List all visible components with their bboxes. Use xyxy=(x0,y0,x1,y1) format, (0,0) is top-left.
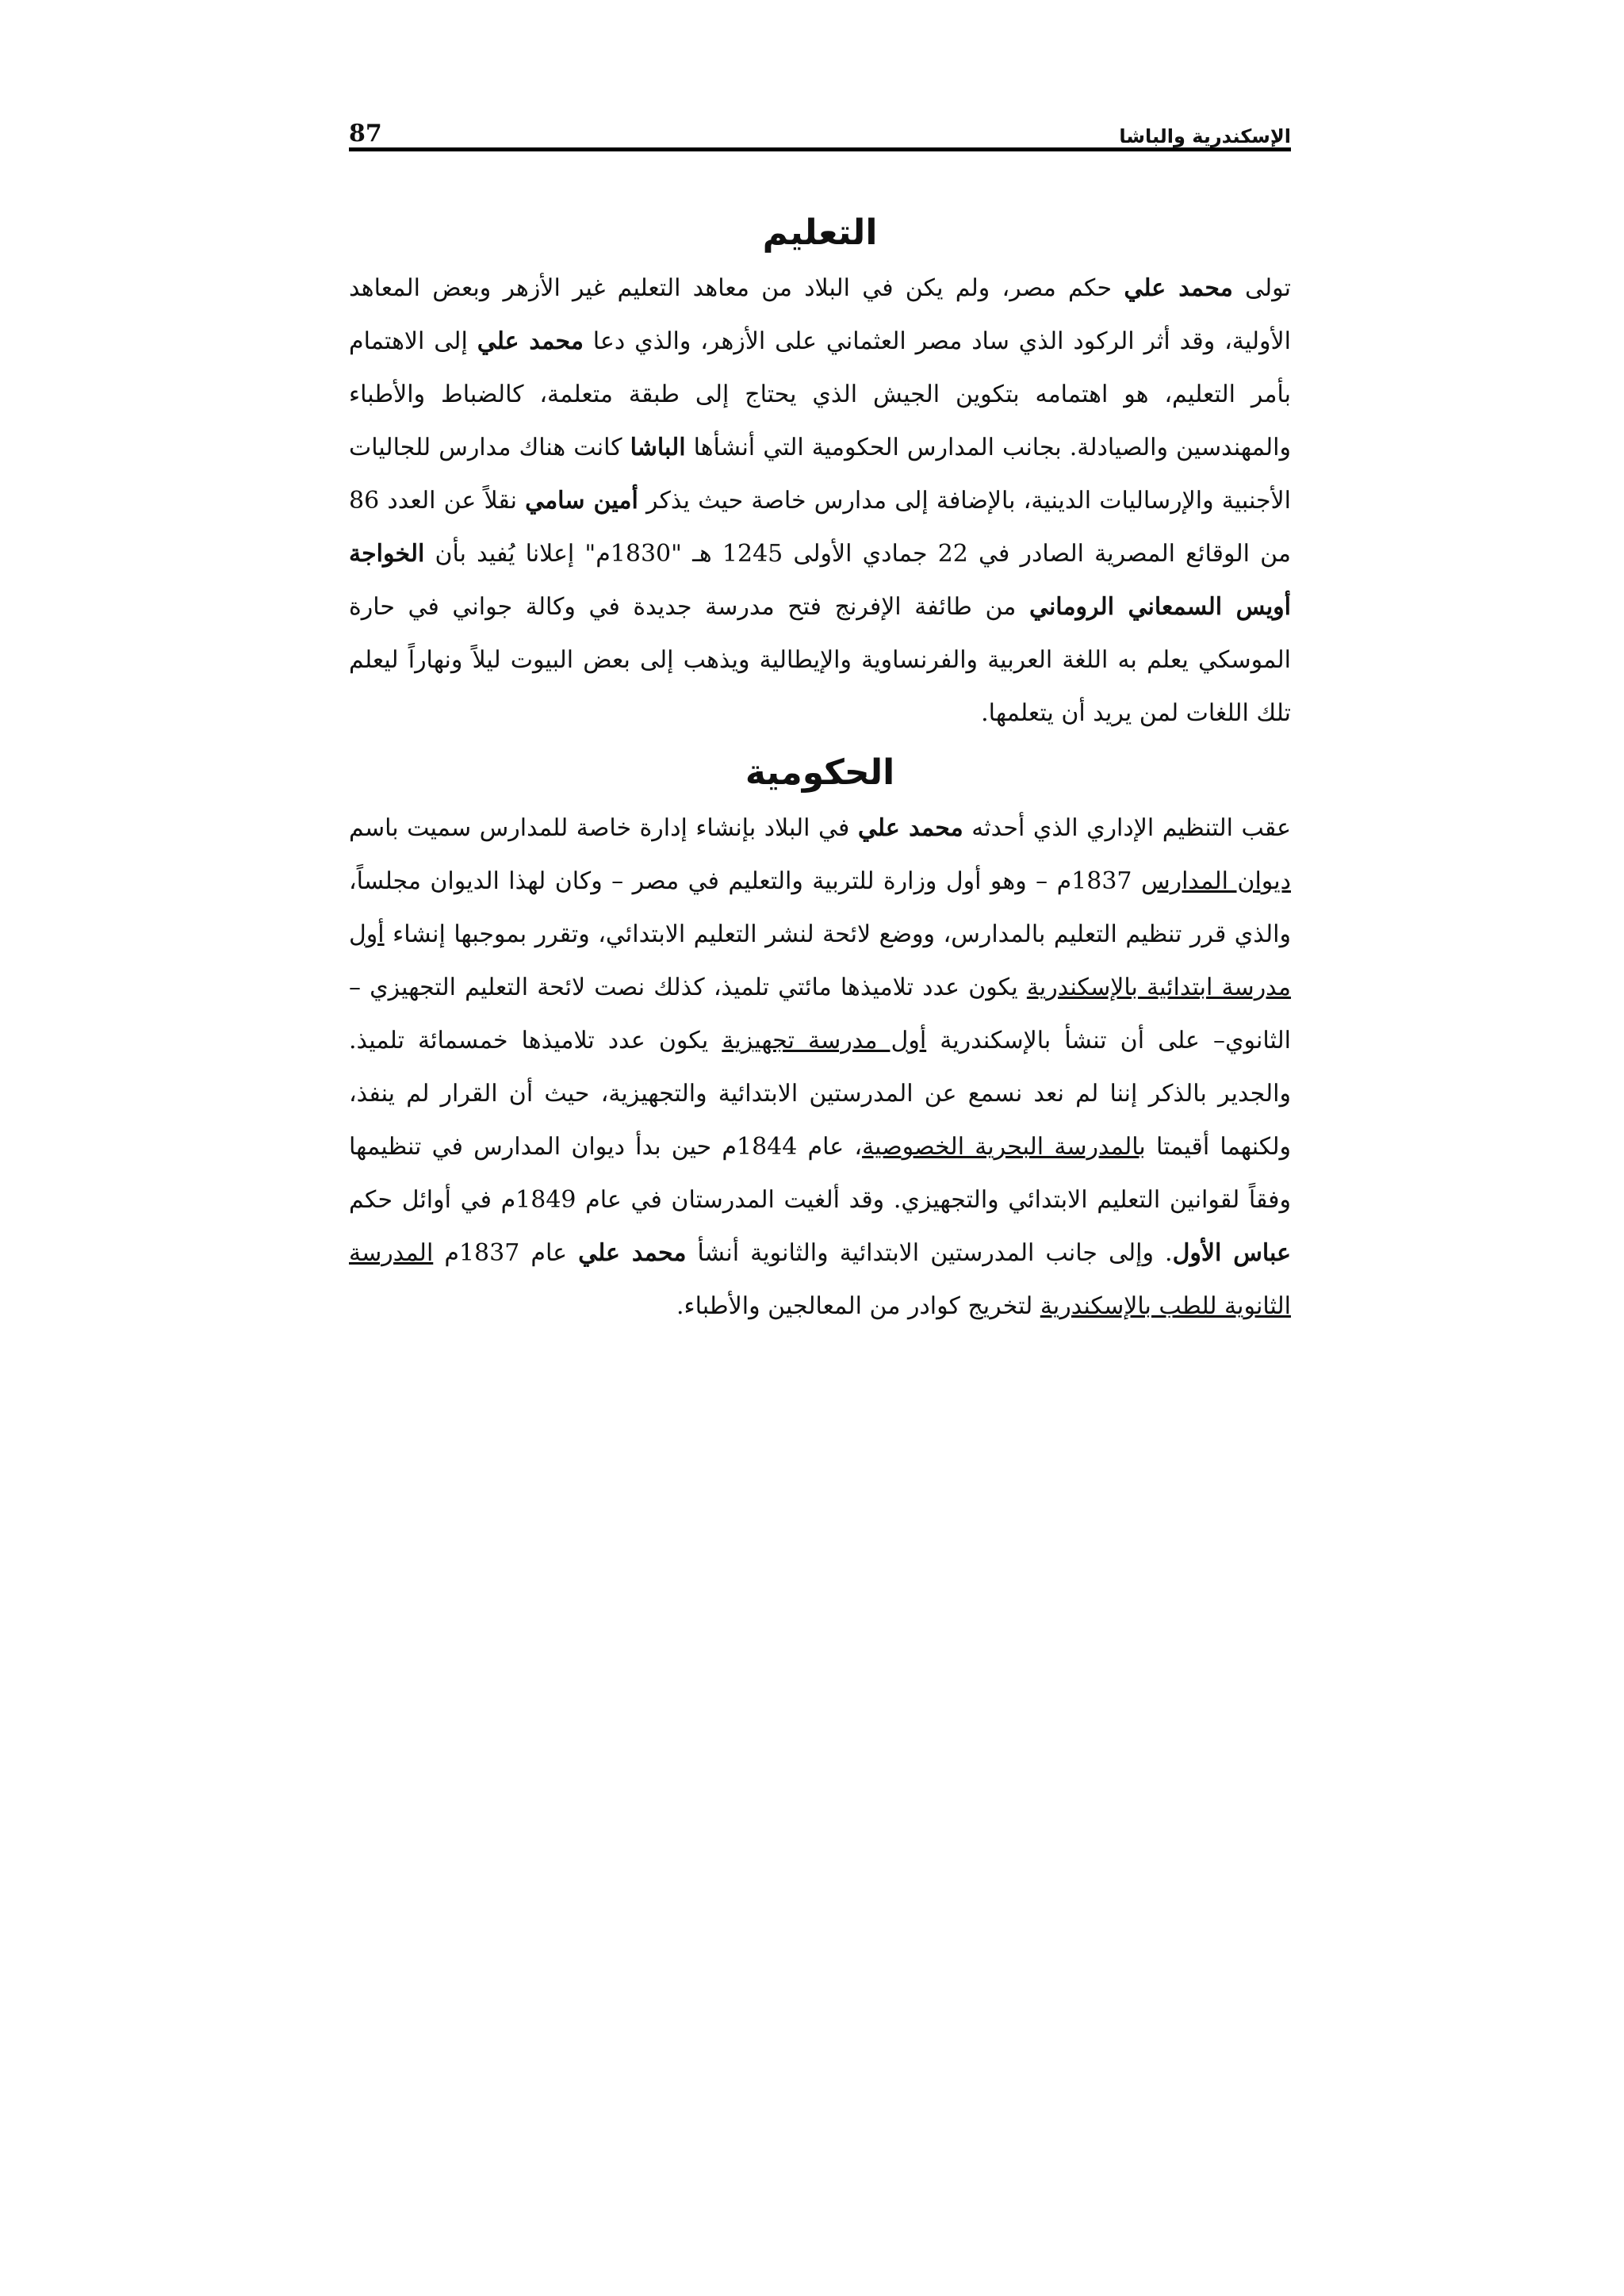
text-run: ، عام 1844م حين بدأ ديوان المدارس في تنظيمها وفقاً لقوانين التعليم الابتدائي والتجهيزي. وقد ألغيت المدرستان في عام 1849م في أوائل حكم xyxy=(349,1133,1291,1214)
bold-name: محمد علي xyxy=(1124,274,1233,302)
text-run: عام 1837م xyxy=(433,1239,579,1267)
text-run: 1837م – وهو أول وزارة للتربية والتعليم في مصر – وكان لهذا الديوان مجلساً، والذي قرر تنظيم التعليم بالمدارس، ووضع لائحة لنشر التعليم الابتدائي، وتقرر بموجبها إنشاء xyxy=(349,867,1292,948)
text-run: كانت هناك مدارس للجاليات الأجنبية والإرساليات الدينية، بالإضافة إلى مدارس خاصة حيث يذكر xyxy=(349,434,1291,515)
text-run: . وإلى جانب المدرستين الابتدائية والثانوية أنشأ xyxy=(686,1239,1173,1267)
bold-name: محمد علي xyxy=(477,327,584,355)
section-heading-government: الحكومية xyxy=(745,752,895,793)
bold-name: أمين سامي xyxy=(525,487,638,515)
page-body xyxy=(349,205,1291,1333)
underlined-term: بالمدرسة البحرية الخصوصية xyxy=(862,1133,1146,1161)
text-run: يكون عدد تلاميذها مائتي تلميذ، كذلك نصت لائحة التعليم التجهيزي –الثانوي– على أن تنشأ بالإسكندرية xyxy=(349,974,1291,1054)
underlined-term: أول مدرسة ابتدائية بالإسكندرية xyxy=(349,920,1291,1001)
book-title: الإسكندرية والباشا xyxy=(1119,125,1291,147)
government-paragraph xyxy=(349,802,1291,1333)
underlined-term: ديوان المدارس xyxy=(1140,867,1291,895)
running-header xyxy=(349,101,1291,147)
underlined-term: المدرسة الثانوية للطب بالإسكندرية xyxy=(349,1239,1291,1320)
bold-name: عباس الأول xyxy=(1172,1239,1291,1267)
bold-name: الخواجة أويس السمعاني الروماني xyxy=(349,540,1292,621)
bold-name: الباشا xyxy=(630,434,686,461)
text-run: تولى xyxy=(1232,274,1291,302)
text-run: لتخريج كوادر من المعالجين والأطباء. xyxy=(676,1292,1040,1320)
text-run: عقب التنظيم الإداري الذي أحدثه xyxy=(963,814,1291,842)
text-run: نقلاً عن العدد 86 من الوقائع المصرية الصادر في 22 جمادي الأولى 1245 هـ "1830م" إعلانا يُفيد بأن xyxy=(349,487,1291,568)
page-number: 87 xyxy=(349,120,382,147)
section-heading-education: التعليم xyxy=(762,212,878,253)
text-run: من طائفة الإفرنج فتح مدرسة جديدة في وكالة جواني في حارة الموسكي يعلم به اللغة العربية والفرنساوية والإيطالية ويذهب إلى بعض البيوت ليلاً ونهاراً ليعلم تلك اللغات لمن يريد أن يتعلمها. xyxy=(349,593,1291,727)
header-rule xyxy=(349,147,1291,151)
education-paragraph xyxy=(349,262,1291,740)
text-run: إلى الاهتمام بأمر التعليم، هو اهتمامه بتكوين الجيش الذي يحتاج إلى طبقة متعلمة، كالضباط والأطباء والمهندسين والصيادلة. بجانب المدارس الحكومية التي أنشأها xyxy=(349,327,1292,461)
text-run: حكم مصر، ولم يكن في البلاد من معاهد التعليم غير الأزهر وبعض المعاهد الأولية، وقد أثر الركود الذي ساد مصر العثماني على الأزهر، والذي دعا xyxy=(349,274,1291,355)
bold-name: محمد علي xyxy=(857,814,963,842)
underlined-term: أول مدرسة تجهيزية xyxy=(722,1027,927,1054)
text-run: يكون عدد تلاميذها خمسمائة تلميذ. والجدير بالذكر إننا لم نعد نسمع عن المدرستين الابتدائية والتجهيزية، حيث أن القرار لم ينفذ، ولكنهما أقيمتا xyxy=(349,1027,1291,1161)
text-run: في البلاد بإنشاء إدارة خاصة للمدارس سميت باسم xyxy=(349,814,858,842)
bold-name: محمد علي xyxy=(578,1239,687,1267)
